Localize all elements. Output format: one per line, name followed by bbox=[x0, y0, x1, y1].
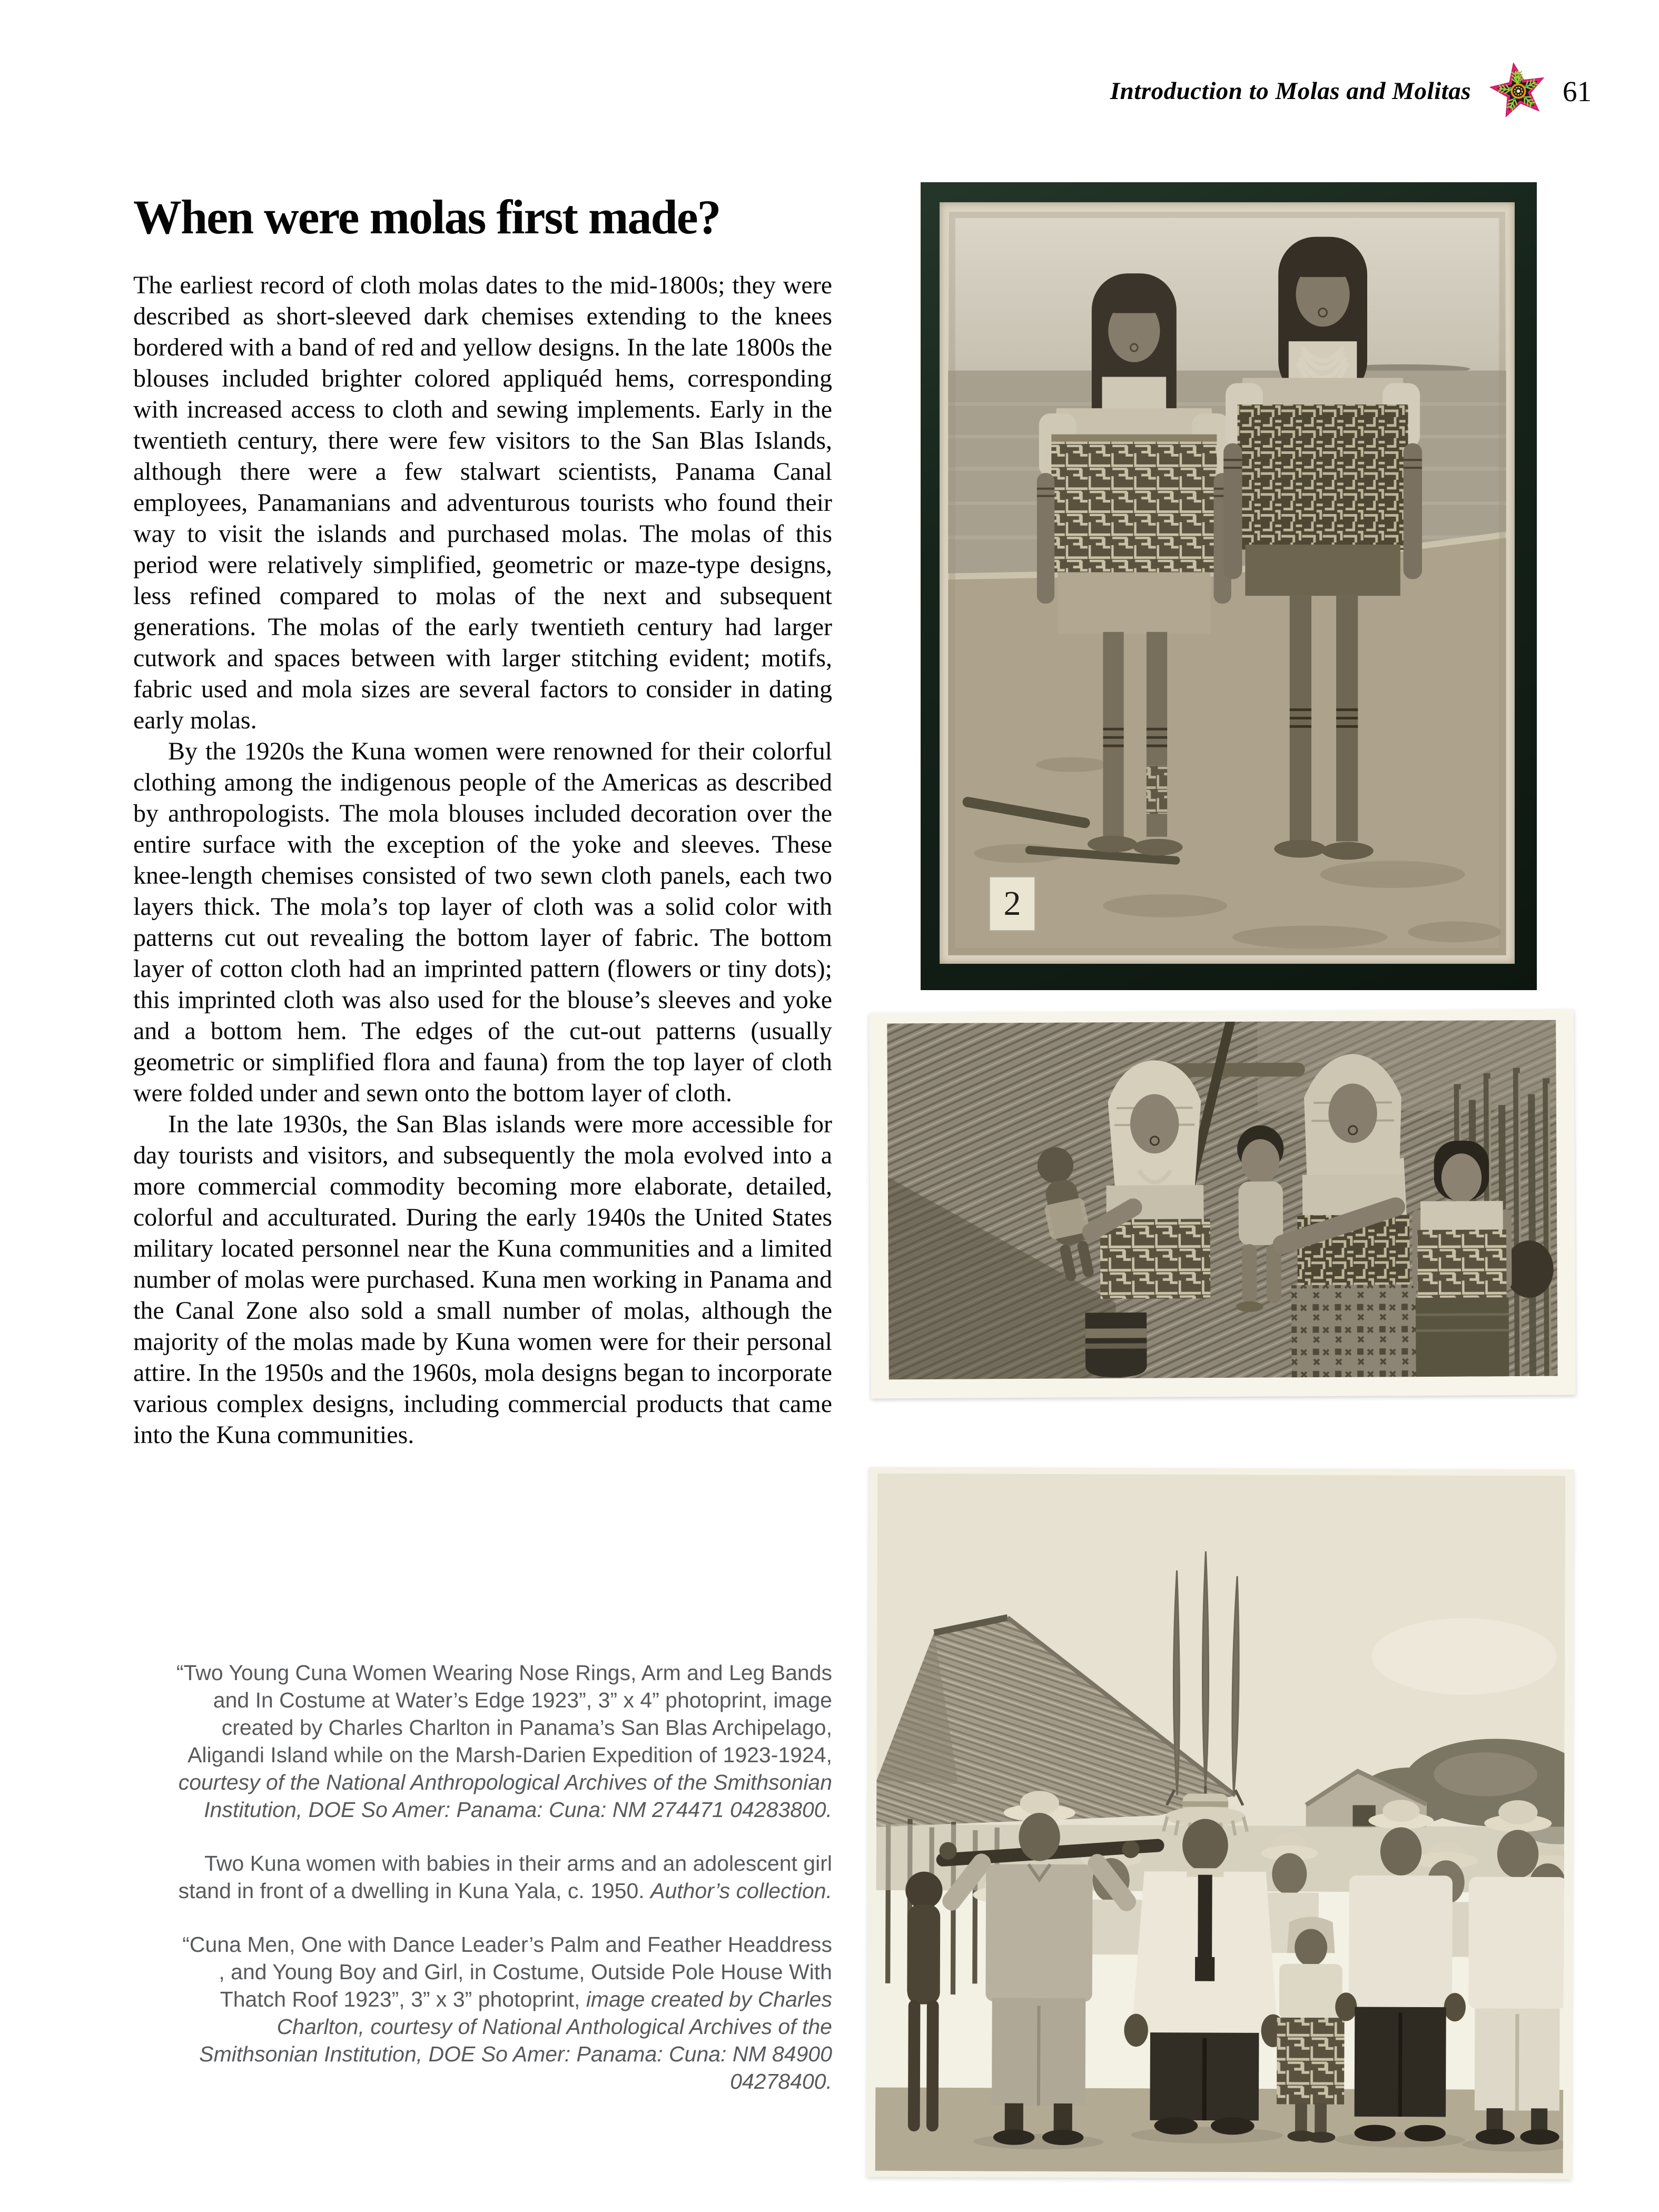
photo-caption-3 bbox=[173, 1931, 832, 2095]
photo-women-with-babies bbox=[869, 1010, 1576, 1399]
caption-credit: courtesy of the National Anthropological Archives of the Smithsonian Institution, DOE So Amer: Panama: Cuna: NM 274471 04283800. bbox=[178, 1770, 832, 1822]
photo-women-with-babies-illustration bbox=[887, 1020, 1558, 1380]
caption-text: “Two Young Cuna Women Wearing Nose Rings, Arm and Leg Bands and In Costume at Water’s Edge 1923”, 3” x 4” photoprint, image created by Charles Charlton in Panama’s San Blas Archipelago, Aligandi Island while on the Marsh-Darien Expedition of 1923-1924, bbox=[176, 1661, 832, 1767]
running-head bbox=[1110, 59, 1592, 123]
article-column bbox=[133, 190, 832, 1450]
photo-men-pole-house-illustration bbox=[875, 1474, 1566, 2174]
caption-block bbox=[133, 1659, 832, 2121]
running-head-title: Introduction to Molas and Molitas bbox=[1110, 77, 1471, 105]
plate-number-label: 2 bbox=[990, 877, 1034, 930]
photo-men-outside-pole-house bbox=[867, 1467, 1574, 2180]
figure-urn bbox=[1085, 1312, 1147, 1377]
photo-two-women-illustration bbox=[948, 211, 1506, 955]
caption-credit: image created by Charles Charlton, courtesy of National Anthological Archives of the Smithsonian Institution, DOE So Amer: Panama: Cuna: NM 84900 04278400. bbox=[199, 1987, 832, 2094]
photo-frame-dark bbox=[921, 182, 1537, 990]
caption-credit: Author’s collection. bbox=[650, 1879, 832, 1903]
body-paragraph-1: The earliest record of cloth molas dates to the mid-1800s; they were described as short-sleeved dark chemises extending to the knees bordered with a band of red and yellow designs. In the late 1800s the blouses included brighter colored appliquéd hems, corresponding with increased access to cloth and sewing implements. Early in the twentieth century, there were few visitors to the San Blas Islands, although there were a few stalwart scientists, Panama Canal employees, Panamanians and adventurous tourists who found their way to visit the islands and purchased molas. The molas of this period were relatively simplified, geometric or maze-type designs, less refined compared to molas of the next and subsequent generations. The molas of the early twentieth century had larger cutwork and spaces between with larger stitching evident; motifs, fabric used and mola sizes are several factors to consider in dating early molas. bbox=[133, 271, 832, 734]
body-paragraph-3: In the late 1930s, the San Blas islands were more accessible for day tourists and visitors, and subsequently the mola evolved into a more commercial commodity becoming more elaborate, detailed, colorful and acculturated. During the early 1940s the United States military located personnel near the Kuna communities and a limited number of molas were purchased. Kuna men working in Panama and the Canal Zone also sold a small number of molas, although the majority of the molas made by Kuna women were for their personal attire. In the 1950s and the 1960s, mola designs began to incorporate various complex designs, including commercial products that came into the Kuna communities. bbox=[133, 1110, 832, 1449]
photo-two-women-waters-edge bbox=[940, 202, 1515, 964]
body-paragraph-2: By the 1920s the Kuna women were renowned for their colorful clothing among the indigenous people of the Americas as described by anthropologists. The mola blouses included decoration over the entire surface with the exception of the yoke and sleeves. These knee-length chemises consisted of two sewn cloth panels, each two layers thick. The mola’s top layer of cloth was a solid color with patterns cut out revealing the bottom layer of fabric. The bottom layer of cotton cloth had an imprinted pattern (flowers or tiny dots); this imprinted cloth was also used for the blouse’s sleeves and yoke and a bottom hem. The edges of the cut-out patterns (usually geometric or simplified flora and fauna) from the top layer of cloth were folded under and sewn onto the bottom layer of cloth. bbox=[133, 737, 832, 1107]
caption-text: Two Kuna women with babies in their arms and an adolescent girl stand in front of a dwelling in Kuna Yala, c. 1950. bbox=[178, 1851, 832, 1903]
mola-star-icon bbox=[1488, 59, 1549, 123]
article-heading: When were molas first made? bbox=[133, 190, 720, 244]
photo-caption-2 bbox=[173, 1850, 832, 1904]
page-number: 61 bbox=[1563, 75, 1592, 107]
photo-caption-1 bbox=[173, 1659, 832, 1823]
caption-text: “Cuna Men, One with Dance Leader’s Palm and Feather Headdress , and Young Boy and Girl, in Costume, Outside Pole House With Thatch Roof 1923”, 3” x 3” photoprint, bbox=[182, 1932, 832, 2011]
